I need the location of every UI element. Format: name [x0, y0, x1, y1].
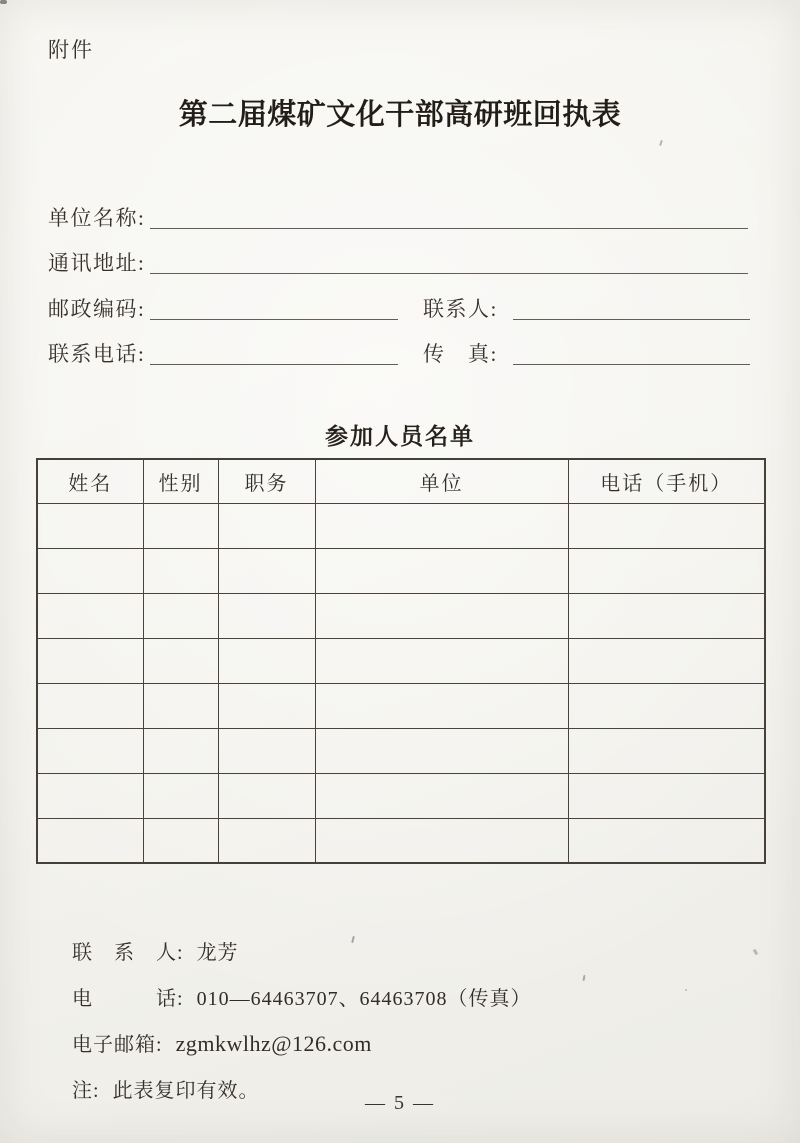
contact-person-blank [513, 294, 750, 320]
unit-name-label: 单位名称: [48, 206, 146, 230]
column-header-phone: 电话（手机） [568, 459, 765, 503]
participant-cell [315, 548, 568, 593]
participant-cell [218, 503, 315, 548]
participant-cell [568, 638, 765, 683]
column-header-unit: 单位 [315, 459, 568, 503]
scan-artifact [0, 0, 7, 4]
participant-row [37, 818, 765, 863]
participant-cell [568, 683, 765, 728]
page-number: — 5 — [365, 1092, 435, 1114]
participant-row [37, 503, 765, 548]
note-line-label: 注: [72, 1080, 100, 1102]
page-title: 第二届煤矿文化干部高研班回执表 [178, 99, 622, 131]
contact-person-line-value: 龙芳 [196, 942, 239, 964]
participant-cell [143, 638, 218, 683]
participant-cell [315, 503, 568, 548]
scan-artifact [685, 989, 687, 991]
scan-artifact [659, 140, 663, 146]
participant-cell [37, 593, 143, 638]
scan-artifact [582, 975, 585, 981]
participant-cell [37, 503, 143, 548]
phone-label: 联系电话: [48, 342, 146, 366]
participant-cell [143, 503, 218, 548]
contact-person-line-label: 联 系 人: [72, 942, 184, 964]
participant-row [37, 638, 765, 683]
participant-cell [218, 818, 315, 863]
participant-cell [315, 728, 568, 773]
participant-cell [568, 593, 765, 638]
participant-cell [37, 818, 143, 863]
participant-row [37, 773, 765, 818]
contact-person-label: 联系人: [423, 297, 498, 321]
participant-cell [143, 773, 218, 818]
postal-code-blank [150, 294, 398, 320]
participant-cell [315, 638, 568, 683]
unit-name-blank [150, 203, 748, 229]
column-header-position: 职务 [218, 459, 315, 503]
fax-label: 传 真: [423, 342, 498, 366]
participant-cell [568, 503, 765, 548]
participants-header-row [37, 459, 765, 503]
participant-cell [218, 728, 315, 773]
participant-cell [143, 683, 218, 728]
participant-row [37, 593, 765, 638]
participant-cell [315, 773, 568, 818]
participants-tbody [37, 503, 765, 863]
address-label: 通讯地址: [48, 251, 146, 275]
participant-cell [218, 593, 315, 638]
participant-cell [37, 638, 143, 683]
contact-phone-line-label: 电 话: [72, 988, 184, 1010]
participant-row [37, 728, 765, 773]
participant-cell [143, 818, 218, 863]
attachment-label: 附件 [48, 38, 94, 62]
participant-cell [143, 548, 218, 593]
participant-cell [37, 773, 143, 818]
participant-cell [568, 548, 765, 593]
participant-cell [568, 818, 765, 863]
column-header-name: 姓名 [37, 459, 143, 503]
participant-cell [315, 818, 568, 863]
participants-section-title: 参加人员名单 [325, 424, 475, 449]
participant-row [37, 548, 765, 593]
phone-blank [150, 339, 398, 365]
contact-phone-line-value: 010—64463707、64463708（传真） [196, 988, 532, 1010]
note-line-value: 此表复印有效。 [112, 1080, 260, 1102]
participant-cell [218, 683, 315, 728]
address-blank [150, 248, 748, 274]
contact-email-line-label: 电子邮箱: [72, 1034, 163, 1056]
participant-cell [37, 683, 143, 728]
participant-cell [37, 548, 143, 593]
contact-email-line-value: zgmkwlhz@126.com [175, 1031, 372, 1056]
participant-cell [218, 548, 315, 593]
participant-cell [315, 683, 568, 728]
participant-cell [218, 773, 315, 818]
participant-cell [315, 593, 568, 638]
scan-artifact [753, 949, 759, 956]
participant-cell [218, 638, 315, 683]
column-header-gender: 性别 [143, 459, 218, 503]
postal-code-label: 邮政编码: [48, 297, 146, 321]
scan-artifact [351, 936, 355, 943]
participant-cell [143, 593, 218, 638]
participant-cell [568, 728, 765, 773]
fax-blank [513, 339, 750, 365]
participant-cell [568, 773, 765, 818]
participant-row [37, 683, 765, 728]
participant-cell [37, 728, 143, 773]
participant-cell [143, 728, 218, 773]
participants-table [36, 458, 766, 864]
